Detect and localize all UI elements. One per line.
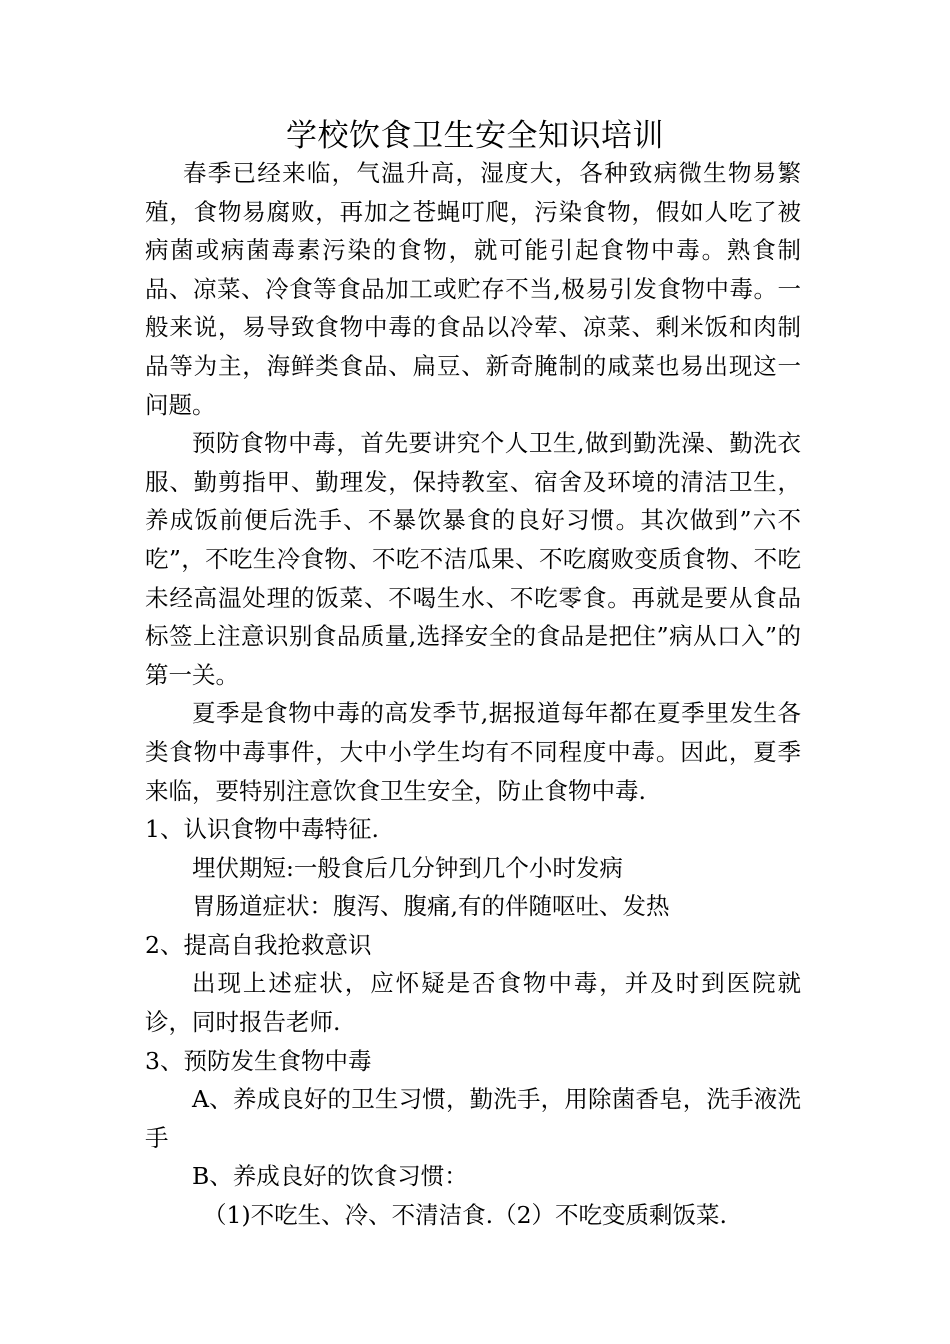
paragraph-spring: 春季已经来临，气温升高，湿度大，各种致病微生物易繁殖，食物易腐败，再加之苍蝇叮爬，污染食物，假如人吃了被病菌或病菌毒素污染的食物，就可能引起食物中毒。熟食制品、凉菜、冷食等食品加工或贮存不当,极易引发食物中毒。一般来说，易导致食物中毒的食品以冷荤、凉菜、剩米饭和肉制品等为主，海鲜类食品、扁豆、新奇腌制的咸菜也易出现这一问题。 <box>145 159 801 419</box>
item-diet-habit: B、养成良好的饮食习惯： <box>192 1162 468 1191</box>
item-hygiene-habit: A、养成良好的卫生习惯，勤洗手，用除菌香皂，洗手液洗手 <box>145 1085 801 1152</box>
document-body <box>145 154 801 1235</box>
section-heading-3: 3、预防发生食物中毒 <box>145 1046 372 1075</box>
paragraph-prevention: 预防食物中毒，首先要讲究个人卫生,做到勤洗澡、勤洗衣服、勤剪指甲、勤理发，保持教室、宿舍及环境的清洁卫生，养成饭前便后洗手、不暴饮暴食的良好习惯。其次做到”六不吃”，不吃生冷食物、不吃不洁瓜果、不吃腐败变质食物、不吃未经高温处理的饭菜、不喝生水、不吃零食。再就是要从食品标签上注意识别食品质量,选择安全的食品是把住”病从口入”的第一关。 <box>145 429 801 689</box>
item-diet-rules: （1)不吃生、冷、不清洁食.（2）不吃变质剩饭菜. <box>203 1201 728 1230</box>
paragraph-summer: 夏季是食物中毒的高发季节,据报道每年都在夏季里发生各类食物中毒事件，大中小学生均有不同程度中毒。因此，夏季来临，要特别注意饮食卫生安全，防止食物中毒. <box>145 699 801 805</box>
section-heading-2: 2、提高自我抢救意识 <box>145 930 372 959</box>
symptom-incubation: 埋伏期短:一般食后几分钟到几个小时发病 <box>192 853 623 882</box>
paragraph-self-rescue: 出现上述症状，应怀疑是否食物中毒，并及时到医院就诊，同时报告老师. <box>145 969 801 1037</box>
section-heading-1: 1、认识食物中毒特征. <box>145 815 379 844</box>
document-title: 学校饮食卫生安全知识培训 <box>286 118 664 154</box>
symptom-gastro: 胃肠道症状：腹泻、腹痛,有的伴随呕吐、发热 <box>192 892 670 921</box>
